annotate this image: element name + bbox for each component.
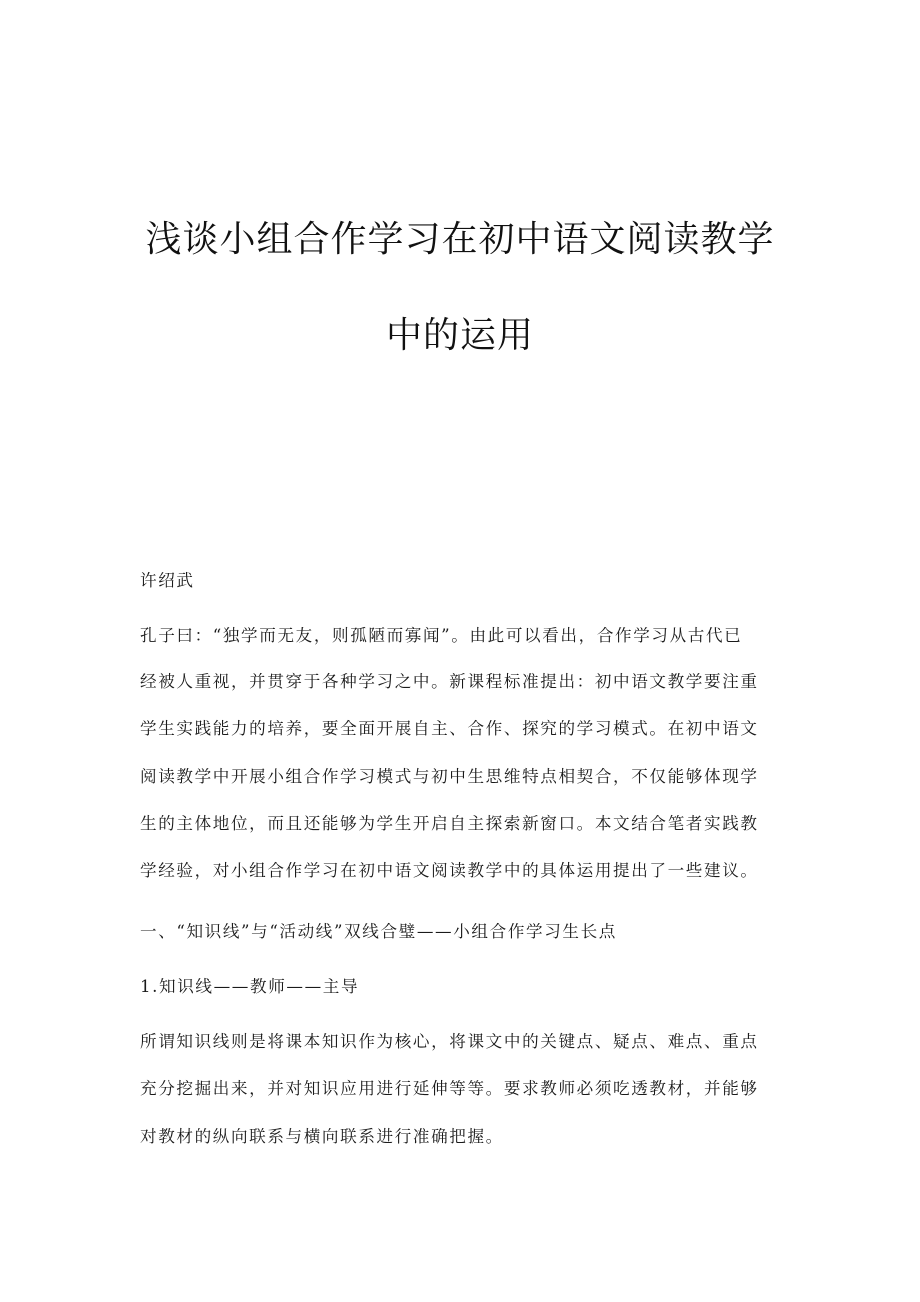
section-heading: 一、“知识线”与“活动线”双线合璧——小组合作学习生长点 [140, 922, 617, 941]
abstract-line: 孔子曰：“独学而无友，则孤陋而寡闻”。由此可以看出，合作学习从古代已 [140, 626, 743, 645]
abstract-line: 学生实践能力的培养，要全面开展自主、合作、探究的学习模式。在初中语文 [140, 719, 759, 738]
abstract-line: 生的主体地位，而且还能够为学生开启自主探索新窗口。本文结合笔者实践教 [140, 814, 759, 833]
paragraph-line: 对教材的纵向联系与横向联系进行准确把握。 [140, 1127, 504, 1146]
abstract-line: 学经验，对小组合作学习在初中语文阅读教学中的具体运用提出了一些建议。 [140, 861, 759, 880]
paragraph-line: 所谓知识线则是将课本知识作为核心，将课文中的关键点、疑点、难点、重点 [140, 1032, 759, 1051]
paragraph-line: 充分挖掘出来，并对知识应用进行延伸等等。要求教师必须吃透教材，并能够 [140, 1079, 759, 1098]
abstract-line: 经被人重视，并贯穿于各种学习之中。新课程标准提出：初中语文教学要注重 [140, 672, 759, 691]
abstract-line: 阅读教学中开展小组合作学习模式与初中生思维特点相契合，不仅能够体现学 [140, 767, 759, 786]
author-name: 许绍武 [140, 571, 195, 590]
document-title-line-2: 中的运用 [385, 315, 534, 356]
document-title-line-1: 浅谈小组合作学习在初中语文阅读教学 [145, 219, 775, 260]
subsection-heading: 1.知识线——教师——主导 [140, 977, 360, 996]
